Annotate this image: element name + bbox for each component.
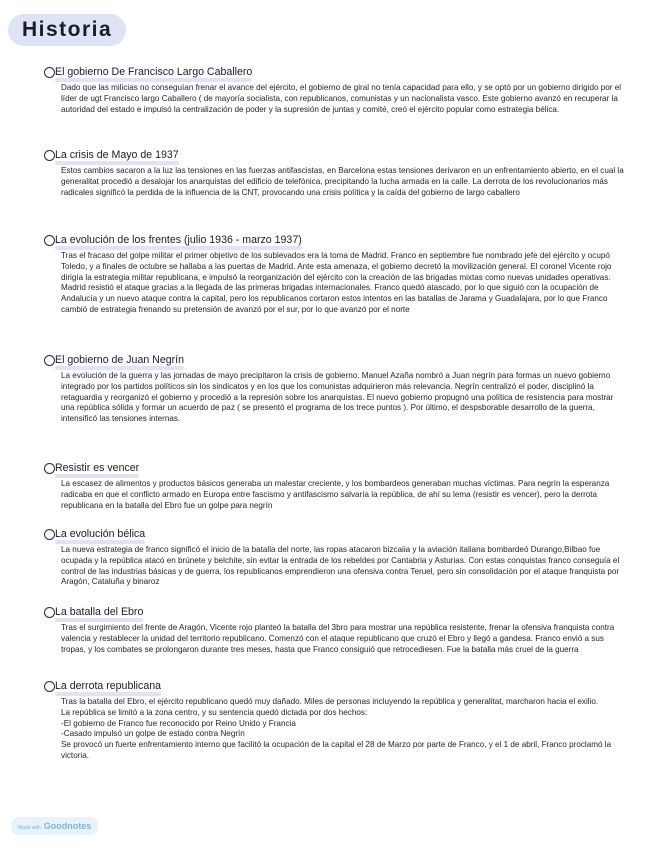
section-heading: La evolución de los frentes (julio 1936 - marzo 1937)	[55, 234, 302, 246]
section-body	[61, 371, 629, 425]
paragraph: Tras el surgimiento del frente de Aragón, Vicente rojo planteó la batalla del 3bro para mostrar una república resistente, frenar la ofensiva franquista contra valencia y restablecer la unidad del territorio republicano. Comenzó con el ataque republicano que cruzó el Ebro y llegó a gandesa. Franco envió a sus tropas, y los combates se prolongaron durante tres meses, hasta que Franco consiguió que retrocediesen. Fue la batalla más cruel de la guerra	[61, 623, 615, 654]
section-heading: El gobierno De Francisco Largo Caballero	[55, 66, 253, 78]
section-batalla-ebro	[44, 606, 629, 655]
radio-bullet-icon	[44, 355, 55, 366]
section-crisis-mayo	[44, 149, 629, 198]
radio-bullet-icon	[44, 67, 55, 78]
section-heading: Resistir es vencer	[55, 462, 140, 474]
paragraph: La escasez de alimentos y productos básicos generaba un malestar creciente, y los bombardeos generaban muchas víctimas. Para negrín la esperanza radicaba en que el conflicto armado en Europa entre fascismo y antifascismo salvaría la república, de ahí su lema (resistir es vencer), pero la derrota republicana en la batalla del Ebro fue un golpe para negrín	[61, 479, 610, 510]
paragraph: Estos cambios sacaron a la luz las tensiones en las fuerzas antifascistas, en Barcelona estas tensiones derivaron en un enfrentamiento abierto, en el cual la generalitat procedió a desalojar los anarquistas del edificio de telefónica, precipitando la lucha armada en la calle. La derrota de los revolucionarios más radicales significó la perdida de la influencia de la CNT, provocando una crisis política y la caída del gobierno de largo caballero	[61, 166, 624, 197]
paragraph: Se provocó un fuerte enfrentamiento interno que facilitó la ocupación de la capital el 28 de Marzo por parte de Franco, y el 1 de abril, Franco proclamó la victoria.	[61, 740, 612, 760]
section-largo-caballero	[44, 66, 629, 115]
paragraph: Dado que las milicias no conseguían frenar el avance del ejército, el gobierno de giral no tenía capacidad para ello, y se optó por un gobierno dirigido por el líder de ugt Francisco largo Caballero ( de mayoría socialista, con republicanos, comunistas y un nacionalista vasco. Este gobierno avanzó en recuperar la autoridad del estado e impulsó la centralización de poder y la supresión de juntas y comité, creó el ejército popular como estrategia bélica.	[61, 83, 622, 114]
section-heading: La batalla del Ebro	[55, 606, 144, 618]
section-body	[61, 166, 629, 198]
section-body	[61, 623, 629, 655]
radio-bullet-icon	[44, 463, 55, 474]
radio-bullet-icon	[44, 529, 55, 540]
section-body	[61, 83, 629, 115]
radio-bullet-icon	[44, 235, 55, 246]
section-gobierno-negrin	[44, 354, 629, 425]
made-with-goodnotes-badge	[11, 817, 98, 835]
section-heading: La evolución bélica	[55, 528, 146, 540]
paragraph: Tras la batalla del Ebro, el ejército republicano quedó muy dañado. Miles de personas incluyendo la república y generalitat, marcharon hacia el exilio.	[61, 697, 599, 706]
page-title: Historia	[22, 18, 113, 41]
section-body	[61, 697, 629, 762]
section-body	[61, 479, 629, 511]
section-body	[61, 545, 629, 588]
section-evolucion-frentes	[44, 234, 629, 316]
paragraph: La evolución de la guerra y las jornadas de mayo precipitaron la crisis de gobierno. Manuel Azaña nombró a Juan negrín para formas un nuevo gobierno integrado por los partidos políticos sin los sindicatos y en los que los comunistas adquirieron más relevancia. Negrín centralizó el poder, disciplinó la retaguardia y reorganizó el gobierno y procedió a la represión sobre los anarquistas. El nuevo gobierno propugnó una política de resistencia para mostrar una república sólida y formar un acuerdo de paz ( se presentó el programa de los trece puntos ). Por último, el despsborable desarrollo de la guerra, intensificó las tensiones internas.	[61, 371, 614, 424]
section-body	[61, 251, 629, 316]
paragraph: La nueva estrategia de franco significó el inicio de la batalla del norte, las ropas atacaron bizcaiia y la aviación italiana bombardeó Durango,Bilbao fue ocupada y la república atacó en brúnete y belchite, sin evitar la entrada de los rebeldes por Cantabria y Asturias. Con estas conquistas franco conseguía el control de las industrias básicas y de guerra, los republicanos emprendieron una ofensiva contra Teruel, pero sin consolidación por el ataque franquista por Aragón, Cataluña y binaroz	[61, 545, 620, 587]
section-derrota-republicana	[44, 680, 629, 762]
radio-bullet-icon	[44, 607, 55, 618]
goodnotes-logo: Goodnotes	[43, 821, 92, 831]
radio-bullet-icon	[44, 681, 55, 692]
radio-bullet-icon	[44, 150, 55, 161]
section-heading: La derrota republicana	[55, 680, 162, 692]
paragraph: La república se limitó a la zona centro, y su sentencia quedó dictada por dos hechos:	[61, 707, 368, 717]
paragraph: -El gobierno de Franco fue reconocido por Reino Unido y Francia	[61, 718, 296, 728]
section-heading: La crisis de Mayo de 1937	[55, 149, 179, 161]
paragraph: Tras el fracaso del golpe militar el primer objetivo de los sublevados era la toma de Madrid. Franco en septiembre fue nombrado jefe del ejército y ocupó Toledo, y a finales de octubre se hallaba a las puertas de Madrid. Ante esta amenaza, el gobierno decretó la movilización general. El coronel Vicente rojo dirigía la estrategia militar republicana, e impulsó la reorganización del ejército con la creación de las brigadas mixtas como nuevas unidades operativas. Madrid resistió el ataque gracias a la llegada de las primeras brigadas internacionales. Franco quedó atascado, por lo que siguió con la ocupación de Andalucía y un nuevo ataque contra la capital, pero los republicanos cortaron estos intentos en las batallas de Jarama y Guadalajara, por lo que Franco cambió de estrategia frenando su pretensión de avanzó por el sur, por lo que avanzó por el norte	[61, 251, 612, 314]
section-evolucion-belica	[44, 528, 629, 588]
section-heading: El gobierno de Juan Negrín	[55, 354, 184, 366]
paragraph: -Casado impulsó un golpe de estado contra Negrín	[61, 729, 245, 739]
section-resistir-vencer	[44, 462, 629, 511]
made-with-label: Made with	[18, 825, 41, 831]
